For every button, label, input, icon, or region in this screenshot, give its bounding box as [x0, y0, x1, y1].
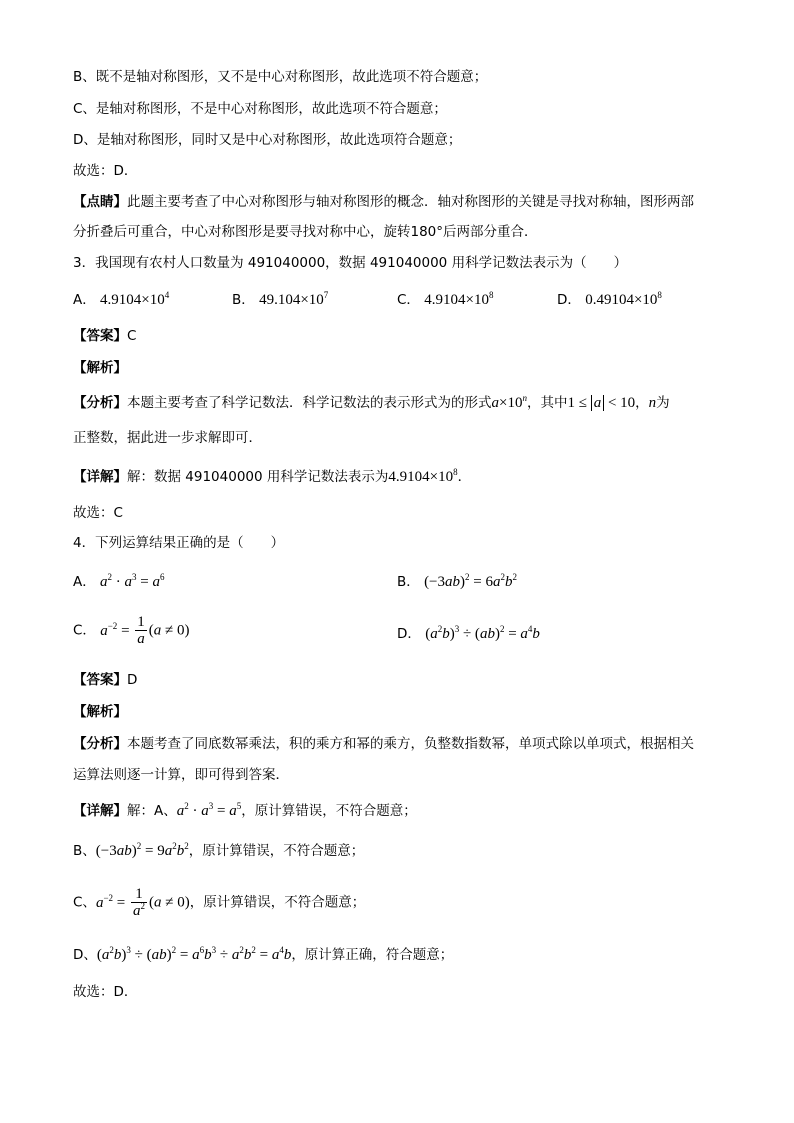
q2-comment-line-1 — [73, 192, 694, 212]
option-label: D． — [557, 292, 581, 308]
q3-option-c — [397, 290, 493, 310]
q2-option-c-explanation: C、是轴对称图形，不是中心对称图形，故此选项不符合题意； — [73, 101, 447, 117]
q3-choose: 故选：C — [73, 505, 123, 521]
q3-option-d — [557, 290, 662, 310]
q4-detail-d: D、$(a^2b)^3 \div (ab)^2 = a^6b^3 \div a^2b^2 = a^4b$，原计算正确，符合题意； — [73, 945, 454, 963]
q3-stem: 3．我国现有农村人口数量为 491040000，数据 491040000 用科学记数法表示为（ ） — [73, 255, 628, 271]
formula-abs-range: 1 ≤ a < 10 — [567, 395, 636, 411]
q3-analysis-label: 【解析】 — [73, 360, 127, 376]
q3-option-b — [232, 290, 328, 310]
option-value: $0.49104\times 10^8$ — [585, 290, 662, 308]
q4-detail-a: 【详解】解：A、$a^2 \cdot a^3 = a^5$，原计算错误，不符合题意； — [73, 801, 417, 819]
option-label: B． — [232, 292, 255, 308]
option-formula: $a^2 \cdot a^3 = a^6$ — [100, 572, 165, 590]
q3-option-a — [73, 290, 169, 310]
comment-text-1: 此题主要考查了中心对称图形与轴对称图形的概念．轴对称图形的关键是寻找对称轴，图形两部 — [127, 194, 694, 210]
option-formula: $a^{-2}$ = — [100, 620, 134, 639]
q4-choose: 故选：D． — [73, 984, 138, 1000]
comment-label: 【点睛】 — [73, 194, 127, 210]
q2-choose: 故选：D． — [73, 163, 138, 179]
q4-answer: 【答案】D — [73, 672, 138, 688]
q3-fenxi-line-2: 正整数，据此进一步求解即可． — [73, 430, 262, 446]
q4-detail-c: C、$a^{-2}$ = $\frac{1}{a^2}$ (a ≠ 0)，原计算错误，不符合题意； — [73, 886, 366, 919]
formula-n: n — [648, 395, 657, 411]
option-formula: $(a^2b)^3 \div (ab)^2 = a^4b$ — [425, 624, 540, 642]
option-label: A． — [73, 292, 96, 308]
q2-comment-line-2: 分折叠后可重合，中心对称图形是要寻找对称中心，旋转180°后两部分重合． — [73, 224, 538, 240]
option-formula: $(-3ab)^2 = 6a^2b^2$ — [424, 572, 517, 590]
q4-detail-b: B、$(-3ab)^2 = 9a^2b^2$，原计算错误，不符合题意； — [73, 841, 365, 859]
q4-option-c: C． $a^{-2}$ = $\frac{1}{a}$ (a ≠ 0) — [73, 614, 190, 647]
formula-a-times-10n: $a\times 10^n$ — [491, 393, 527, 411]
q4-stem: 4．下列运算结果正确的是（ ） — [73, 535, 285, 551]
option-value: $49.104\times 10^7$ — [259, 290, 329, 308]
q4-option-d: D． $(a^2b)^3 \div (ab)^2 = a^4b$ — [397, 624, 540, 642]
q3-detail: 【详解】解：数据 491040000 用科学记数法表示为$4.9104\times 10^8$． — [73, 467, 472, 485]
option-label: C． — [397, 292, 420, 308]
detail-value: $4.9104\times 10^8$ — [388, 467, 458, 485]
q3-fenxi-line-1: 【分析】本题主要考查了科学记数法．科学记数法的表示形式为的形式$a\times 10^n$，其中1 ≤ a < 10，n为 — [73, 393, 670, 411]
q4-fenxi-line-1: 【分析】本题考查了同底数幂乘法，积的乘方和幂的乘方，负整数指数幂，单项式除以单项式，根据相关 — [73, 736, 694, 752]
q3-answer: 【答案】C — [73, 328, 137, 344]
q4-analysis-label: 【解析】 — [73, 704, 127, 720]
option-value: $4.9104\times 10^8$ — [424, 290, 494, 308]
q4-option-b: B． $(-3ab)^2 = 6a^2b^2$ — [397, 572, 517, 590]
fraction: $\frac{1}{a}$ — [137, 614, 145, 647]
q2-option-d-explanation: D、是轴对称图形，同时又是中心对称图形，故此选项符合题意； — [73, 132, 462, 148]
q2-option-b-explanation: B、既不是轴对称图形，又不是中心对称图形，故此选项不符合题意； — [73, 69, 488, 85]
option-value: $4.9104\times 10^4$ — [100, 290, 170, 308]
q4-fenxi-line-2: 运算法则逐一计算，即可得到答案． — [73, 767, 289, 783]
q4-option-a: A． $a^2 \cdot a^3 = a^6$ — [73, 572, 165, 590]
